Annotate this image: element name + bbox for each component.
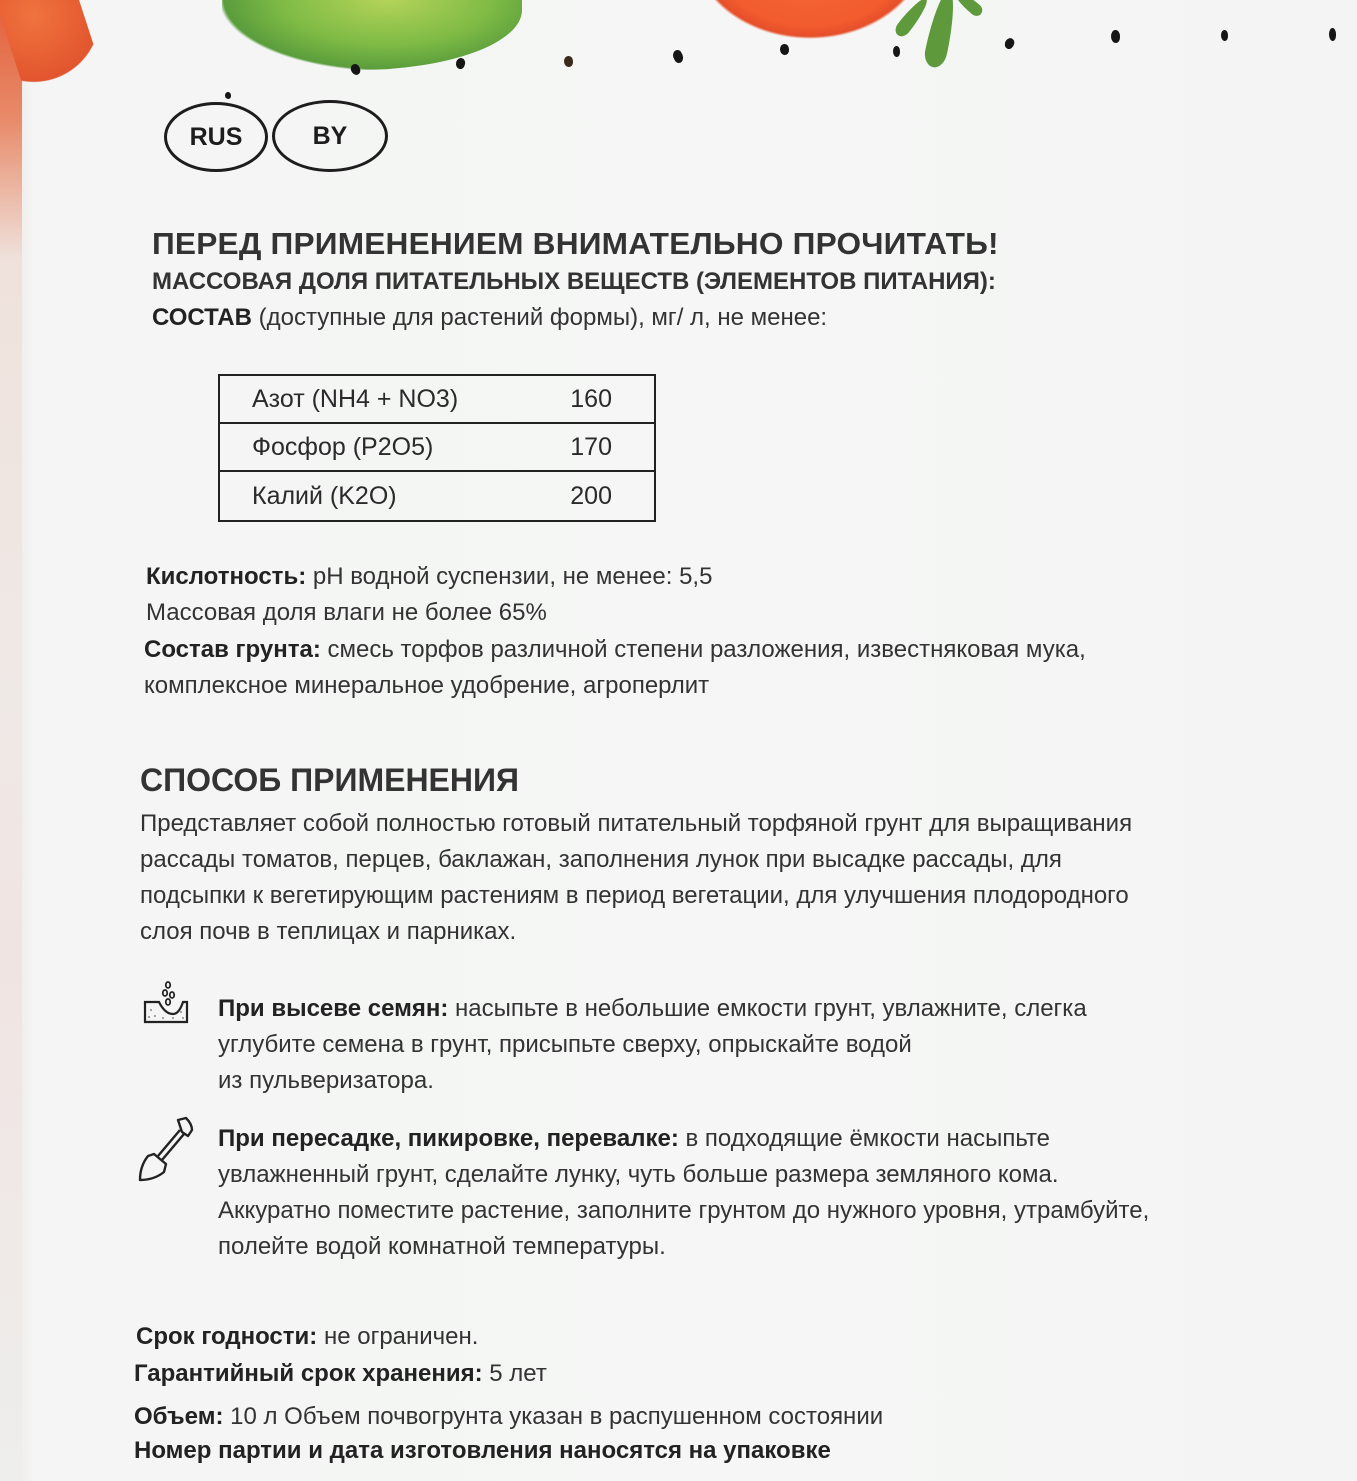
table-row	[219, 423, 655, 471]
nutrient-table	[218, 374, 656, 522]
seed-dot	[1329, 28, 1336, 41]
soil-composition-line	[144, 636, 1086, 664]
usage-title: СПОСОБ ПРИМЕНЕНИЯ	[140, 762, 519, 798]
usage-intro-line: рассады томатов, перцев, баклажан, заполнения лунок при высадке рассады, для	[140, 846, 1062, 873]
composition-line	[152, 304, 827, 332]
seed-dot	[674, 52, 683, 63]
transplant-line: Аккуратно поместите растение, заполните грунтом до нужного уровня, утрамбуйте,	[218, 1197, 1150, 1224]
leaf-illustration	[222, 0, 522, 70]
usage-intro-line: слоя почв в теплицах и парниках.	[140, 918, 517, 945]
seed-dot	[1003, 36, 1016, 50]
nutrient-value: 200	[570, 481, 612, 510]
acidity-line	[146, 563, 712, 591]
shovel-icon	[134, 1116, 198, 1184]
soil-text: смесь торфов различной степени разложения, известняковая мука,	[320, 636, 1086, 663]
nutrient-name: Азот (NH4 + NO3)	[219, 375, 541, 423]
nutrient-name: Фосфор (P2O5)	[219, 423, 541, 471]
seed-dot	[455, 57, 467, 70]
volume-text: 10 л Объем почвогрунта указан в распушенном состоянии	[223, 1403, 884, 1430]
seed-dot	[1111, 30, 1120, 43]
storage-line	[134, 1360, 547, 1388]
storage-label: Гарантийный срок хранения:	[134, 1360, 483, 1387]
sowing-line: углубите семена в грунт, присыпьте сверху, опрыскайте водой	[218, 1031, 912, 1058]
nutrients-subtitle: МАССОВАЯ ДОЛЯ ПИТАТЕЛЬНЫХ ВЕЩЕСТВ (ЭЛЕМЕНТОВ ПИТАНИЯ):	[152, 268, 996, 295]
composition-label: СОСТАВ	[152, 304, 252, 331]
shelf-life-line	[136, 1323, 478, 1351]
tomato-sepal	[951, 0, 985, 19]
usage-intro	[140, 806, 1132, 950]
seed-dot	[564, 56, 573, 67]
seed-dot	[225, 92, 231, 99]
volume-line	[134, 1403, 883, 1431]
sowing-line	[218, 991, 1087, 1027]
composition-text: (доступные для растений формы), мг/ л, не менее:	[251, 304, 828, 331]
nutrient-name: Калий (K2O)	[252, 481, 397, 510]
seed-dot	[893, 46, 900, 57]
table-row	[219, 471, 655, 521]
transplant-line: полейте водой комнатной температуры.	[218, 1233, 666, 1260]
transplant-line	[218, 1121, 1149, 1157]
storage-text: 5 лет	[482, 1360, 547, 1387]
table-row	[219, 375, 655, 423]
country-mark-by: BY	[272, 100, 388, 172]
package-edge	[0, 0, 22, 1481]
soil-composition-line-2: комплексное минеральное удобрение, агроперлит	[144, 672, 710, 699]
batch-line: Номер партии и дата изготовления наносятся на упаковке	[134, 1437, 831, 1464]
shelf-life-label: Срок годности:	[136, 1323, 318, 1350]
acidity-label: Кислотность:	[146, 563, 307, 590]
sowing-text: насыпьте в небольшие емкости грунт, увлажните, слегка	[448, 995, 1087, 1022]
usage-intro-line: подсыпки к вегетирующим растениям в период вегетации, для улучшения плодородного	[140, 882, 1129, 909]
soil-label: Состав грунта:	[144, 636, 321, 663]
transplant-line: увлажненный грунт, сделайте лунку, чуть больше размера земляного кома.	[218, 1161, 1059, 1188]
seed-dot	[1221, 30, 1228, 41]
acidity-text: pH водной суспензии, не менее: 5,5	[306, 563, 713, 590]
country-mark-rus: RUS	[164, 102, 268, 172]
seed-sowing-icon	[143, 980, 189, 1026]
volume-label: Объем:	[134, 1403, 224, 1430]
nutrient-value: 160	[541, 375, 655, 423]
transplant-label: При пересадке, пикировке, перевалке:	[218, 1125, 679, 1152]
shelf-life-text: не ограничен.	[317, 1323, 479, 1350]
transplant-instructions	[218, 1121, 1149, 1265]
usage-intro-line: Представляет собой полностью готовый питательный торфяной грунт для выращивания	[140, 810, 1133, 837]
sowing-label: При высеве семян:	[218, 995, 449, 1022]
transplant-text: в подходящие ёмкости насыпьте	[678, 1125, 1051, 1152]
sowing-instructions	[218, 991, 1087, 1099]
tomato-illustration	[690, 0, 930, 40]
sowing-line: из пульверизатора.	[218, 1067, 434, 1094]
warning-heading: ПЕРЕД ПРИМЕНЕНИЕМ ВНИМАТЕЛЬНО ПРОЧИТАТЬ!	[152, 226, 999, 261]
nutrient-value: 170	[541, 423, 655, 471]
seed-dot	[780, 44, 789, 55]
moisture-line: Массовая доля влаги не более 65%	[146, 599, 547, 626]
